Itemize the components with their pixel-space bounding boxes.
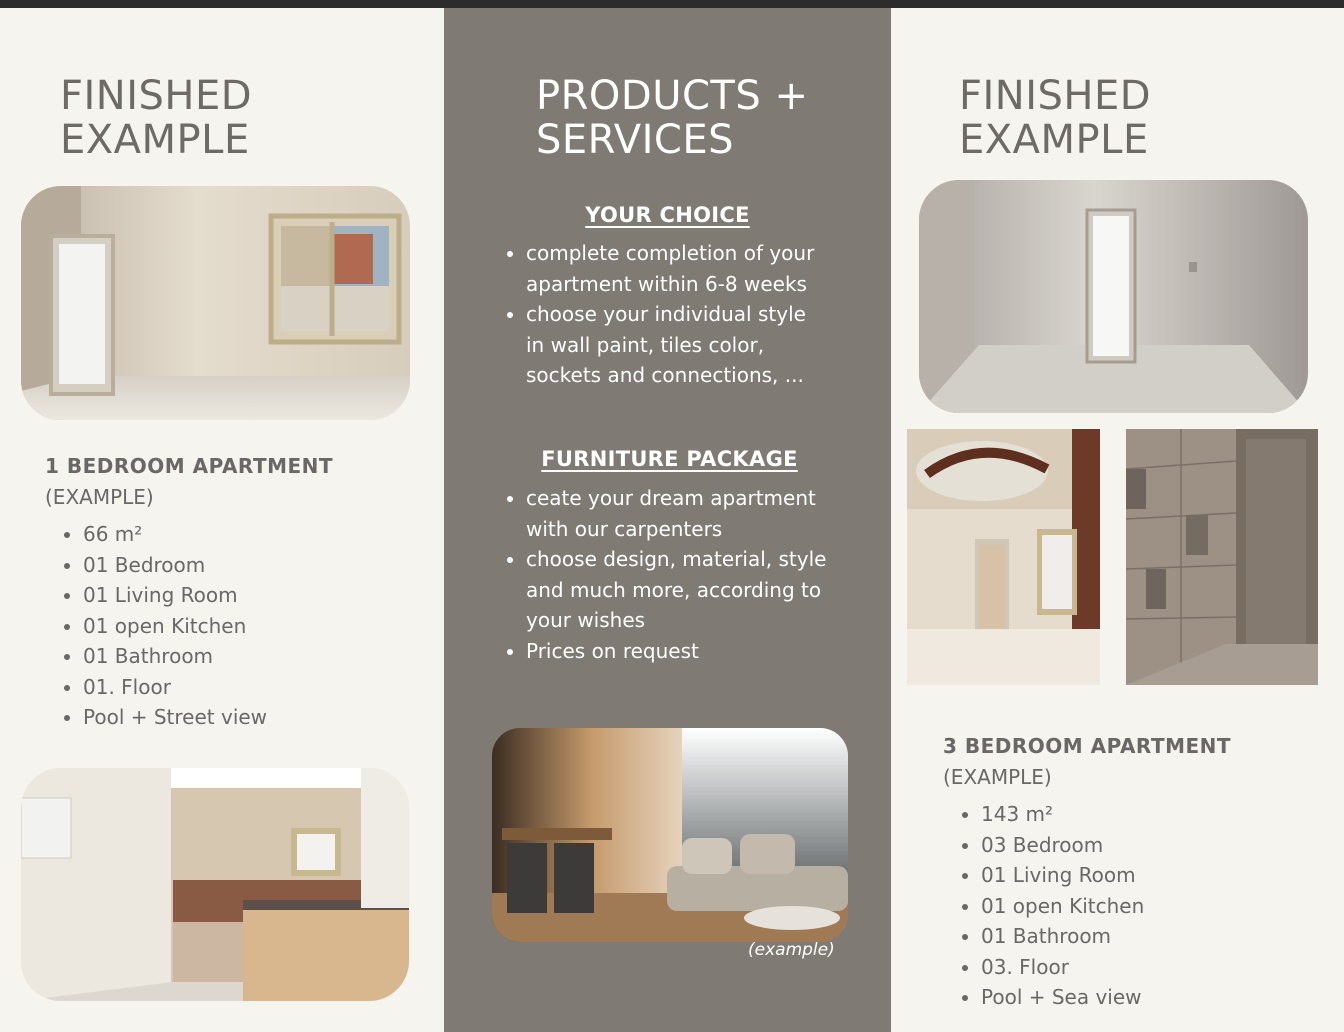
spec-item: • 01 Living Room bbox=[981, 860, 1144, 891]
middle-heading bbox=[536, 74, 808, 162]
middle-heading-line2: SERVICES bbox=[536, 117, 735, 163]
spec-item: • 01 open Kitchen bbox=[83, 611, 267, 642]
choice-item: • choose your individual style in wall paint, tiles color, sockets and connections, ... bbox=[526, 299, 826, 391]
left-apartment-title: 1 BEDROOM APARTMENT bbox=[45, 454, 334, 478]
empty-room-photo bbox=[919, 180, 1308, 413]
left-heading bbox=[60, 74, 252, 162]
right-heading-line1: FINISHED bbox=[959, 73, 1152, 119]
spec-item: • 01 Living Room bbox=[83, 580, 267, 611]
left-heading-line2: EXAMPLE bbox=[60, 117, 250, 163]
left-heading-line1: FINISHED bbox=[60, 73, 253, 119]
right-spec-list bbox=[943, 799, 1144, 1013]
photo-caption: (example) bbox=[748, 940, 835, 960]
spec-item: • 03. Floor bbox=[981, 952, 1144, 983]
kitchen-photo bbox=[21, 768, 409, 1001]
spec-item: • 143 m² bbox=[981, 799, 1144, 830]
living-room-photo bbox=[492, 728, 848, 942]
spec-item: • 01 Bathroom bbox=[981, 921, 1144, 952]
spec-item: • 01. Floor bbox=[83, 672, 267, 703]
right-apartment-subtitle: (EXAMPLE) bbox=[943, 765, 1052, 789]
top-border bbox=[0, 0, 1344, 8]
middle-heading-line1: PRODUCTS + bbox=[536, 73, 809, 119]
furniture-item: • choose design, material, style and much more, according to your wishes bbox=[526, 544, 856, 636]
furniture-package-list bbox=[444, 483, 856, 666]
right-panel bbox=[891, 8, 1344, 1032]
your-choice-title: YOUR CHOICE bbox=[585, 203, 750, 227]
your-choice-list bbox=[444, 238, 826, 391]
furniture-item: • ceate your dream apartment with our carpenters bbox=[526, 483, 856, 544]
spec-item: • Pool + Sea view bbox=[981, 982, 1144, 1013]
spec-item: • 01 Bathroom bbox=[83, 641, 267, 672]
spec-item: • 66 m² bbox=[83, 519, 267, 550]
ceiling-room-photo bbox=[907, 429, 1100, 685]
spec-item: • 01 Bedroom bbox=[83, 550, 267, 581]
spec-item: • Pool + Street view bbox=[83, 702, 267, 733]
furniture-item: • Prices on request bbox=[526, 636, 856, 667]
choice-item: • complete completion of your apartment within 6-8 weeks bbox=[526, 238, 826, 299]
left-spec-list bbox=[45, 519, 267, 733]
right-heading bbox=[959, 74, 1151, 162]
furniture-package-title: FURNITURE PACKAGE bbox=[541, 447, 798, 471]
right-apartment-title: 3 BEDROOM APARTMENT bbox=[943, 734, 1232, 758]
right-heading-line2: EXAMPLE bbox=[959, 117, 1149, 163]
bedroom-photo bbox=[21, 186, 410, 420]
middle-panel bbox=[444, 8, 891, 1032]
spec-item: • 03 Bedroom bbox=[981, 830, 1144, 861]
spec-item: • 01 open Kitchen bbox=[981, 891, 1144, 922]
tiled-bathroom-photo bbox=[1126, 429, 1318, 685]
left-panel bbox=[0, 8, 444, 1032]
left-apartment-subtitle: (EXAMPLE) bbox=[45, 485, 154, 509]
